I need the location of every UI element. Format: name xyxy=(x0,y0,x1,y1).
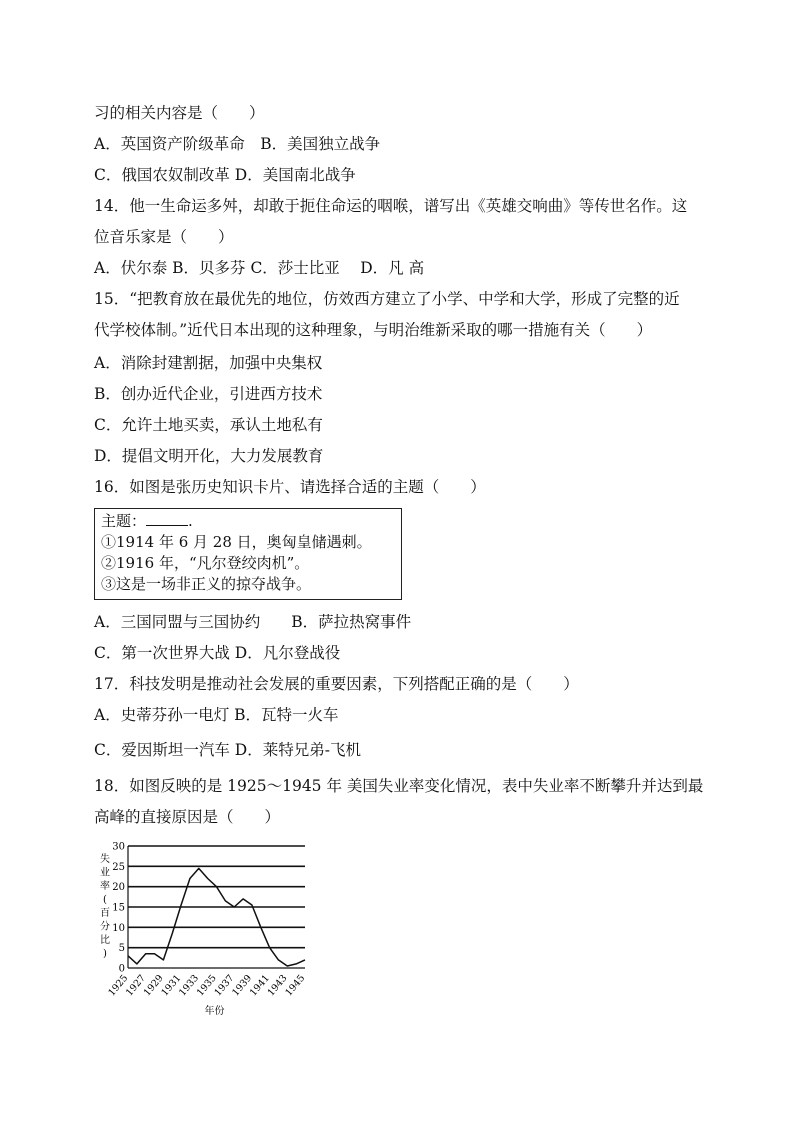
x-tick-label: 1945 xyxy=(283,972,308,999)
q15-stem-line-1: 15．“把教育放在最优先的地位，仿效西方建立了小学、中学和大学，形成了完整的近 xyxy=(94,290,680,308)
card-title-row xyxy=(101,511,395,532)
x-tick-label: 1929 xyxy=(141,972,166,999)
card-title-label: 主题： xyxy=(101,512,147,530)
q15-option-d: D．提倡文明开化，大力发展教育 xyxy=(94,447,324,465)
y-axis-label-char: ( xyxy=(103,894,107,906)
x-tick-label: 1935 xyxy=(194,972,219,999)
card-title-blank xyxy=(146,511,188,526)
q14-stem-line-1: 14．他一生命运多舛，却敢于扼住命运的咽喉，谱写出《英雄交响曲》等传世名作。这 xyxy=(94,197,688,215)
chart-gridlines xyxy=(128,846,305,948)
y-tick-label: 10 xyxy=(112,922,125,934)
q13-options-row-1: A．英国资产阶级革命 B．美国独立战争 xyxy=(94,135,381,153)
q16-options-row-2: C．第一次世界大战 D．凡尔登战役 xyxy=(94,644,341,662)
q15-option-a: A．消除封建割据，加强中央集权 xyxy=(94,354,323,372)
chart-x-tick-labels xyxy=(106,973,307,999)
y-axis-label-char: 分 xyxy=(100,921,110,933)
q16-options-row-1: A．三国同盟与三国协约 B．萨拉热窝事件 xyxy=(94,613,412,631)
y-tick-label: 20 xyxy=(112,882,125,894)
card-item-3: ③这是一场非正义的掠夺战争。 xyxy=(101,575,312,593)
q13-options-row-2: C．俄国农奴制改革 D．美国南北战争 xyxy=(94,166,356,184)
y-tick-label: 5 xyxy=(118,943,125,955)
chart-x-axis-label: 年份 xyxy=(204,1006,225,1017)
x-tick-label: 1925 xyxy=(106,972,131,999)
y-tick-label: 15 xyxy=(112,902,125,914)
x-tick-label: 1939 xyxy=(230,972,255,999)
q15-option-b: B．创办近代企业，引进西方技术 xyxy=(94,385,323,403)
q17-stem: 17．科技发明是推动社会发展的重要因素，下列搭配正确的是（ ） xyxy=(94,675,579,693)
card-title-blank-end: . xyxy=(188,512,193,530)
y-tick-label: 25 xyxy=(112,861,125,873)
chart-series xyxy=(128,868,305,966)
q15-stem-line-2: 代学校体制。”近代日本出现的这种理象，与明治维新采取的哪一措施有关（ ） xyxy=(94,321,653,339)
y-tick-label: 30 xyxy=(112,841,125,853)
q14-options: A．伏尔泰 B．贝多芬 C．莎士比亚 D．凡 高 xyxy=(94,259,425,277)
x-tick-label: 1931 xyxy=(159,972,184,999)
y-axis-label-char: 比 xyxy=(100,935,110,946)
chart-y-tick-labels xyxy=(112,842,125,975)
x-tick-label: 1933 xyxy=(177,972,202,999)
q18-stem-line-2: 高峰的直接原因是（ ） xyxy=(94,808,281,826)
unemployment-line-chart xyxy=(92,840,332,1020)
x-tick-label: 1941 xyxy=(247,972,272,999)
y-axis-label-char: 业 xyxy=(100,867,110,879)
y-tick-label: 0 xyxy=(118,963,125,975)
card-item-1: ①1914 年 6 月 28 日，奥匈皇储遇刺。 xyxy=(101,533,372,551)
q17-options-row-1: A．史蒂芬孙一电灯 B．瓦特一火车 xyxy=(94,706,339,724)
q17-options-row-2: C．爱因斯坦一汽车 D．莱特兄弟-飞机 xyxy=(94,741,361,759)
y-axis-label-char: ) xyxy=(103,948,107,960)
chart-y-axis-label xyxy=(100,852,110,960)
y-axis-label-char: 失 xyxy=(100,854,110,865)
x-tick-label: 1927 xyxy=(124,972,148,999)
x-tick-label: 1937 xyxy=(212,972,237,999)
x-tick-label: 1943 xyxy=(265,972,290,999)
q16-stem: 16．如图是张历史知识卡片、请选择合适的主题（ ） xyxy=(94,478,486,496)
q14-stem-line-2: 位音乐家是（ ） xyxy=(94,228,234,246)
y-axis-label-char: 百 xyxy=(100,908,110,919)
card-item-2: ②1916 年，“凡尔登绞肉机”。 xyxy=(101,554,310,572)
history-knowledge-card xyxy=(94,508,402,600)
q18-stem-line-1: 18．如图反映的是 1925～1945 年 美国失业率变化情况，表中失业率不断攀升并达到最 xyxy=(94,777,704,795)
unemployment-series-line xyxy=(128,868,305,966)
q13-stem-tail: 习的相关内容是（ ） xyxy=(94,104,265,122)
y-axis-label-char: 率 xyxy=(100,881,110,892)
q15-option-c: C．允许土地买卖，承认土地私有 xyxy=(94,416,323,434)
